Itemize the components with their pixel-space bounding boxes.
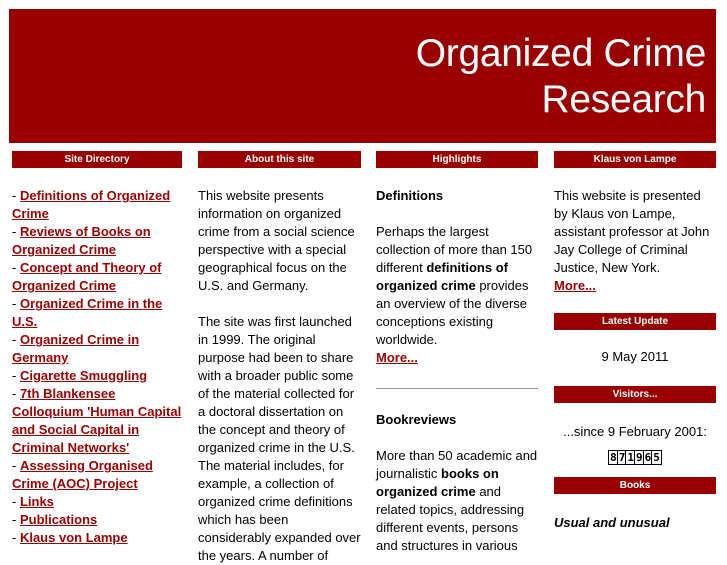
link-cigarette-smuggling[interactable]: Cigarette Smuggling [19, 368, 148, 383]
about-column [198, 151, 361, 565]
counter-digit: 7 [618, 451, 626, 464]
sidebar-column [554, 151, 716, 530]
link-klaus-von-lampe[interactable]: Klaus von Lampe [19, 530, 128, 545]
definitions-text-pre: Perhaps the largest collection of more than 150 different [376, 224, 533, 275]
bookreviews-text-bold: books on organized crime [376, 466, 499, 499]
about-header: About this site [198, 151, 361, 168]
list-dash: - [12, 530, 20, 545]
counter-digit: 1 [627, 451, 634, 464]
visitor-counter [554, 450, 716, 465]
list-item [12, 457, 182, 493]
header-banner [9, 9, 716, 143]
highlights-column [376, 151, 538, 555]
site-title-line1: Organized Crime [415, 32, 706, 75]
list-item [12, 295, 182, 331]
site-directory-header: Site Directory [12, 151, 182, 168]
list-dash: - [12, 512, 20, 527]
list-dash: - [12, 368, 20, 383]
link-publications[interactable]: Publications [19, 512, 98, 527]
list-dash: - [12, 224, 20, 239]
list-item [12, 331, 182, 367]
link-oc-germany[interactable]: Organized Crime in Germany [12, 332, 140, 365]
list-dash: - [12, 494, 20, 509]
list-dash: - [12, 188, 20, 203]
link-aoc-project[interactable]: Assessing Organised Crime (AOC) Project [12, 458, 153, 491]
about-paragraph-1: This website presents information on organized crime from a social science perspective with a special geographical focus on the U.S. and Germany. [198, 188, 355, 293]
link-oc-us[interactable]: Organized Crime in the U.S. [12, 296, 163, 329]
list-item [12, 187, 182, 223]
list-dash: - [12, 386, 20, 401]
list-item [12, 511, 182, 529]
list-item [12, 529, 182, 547]
list-dash: - [12, 332, 20, 347]
visitors-since: ...since 9 February 2001: [563, 424, 707, 439]
site-directory-list [12, 187, 182, 547]
link-book-reviews[interactable]: Reviews of Books on Organized Crime [12, 224, 151, 257]
site-directory-column [12, 151, 182, 547]
counter-digit: 8 [610, 451, 617, 464]
list-item [12, 367, 182, 385]
definitions-text [376, 223, 538, 367]
books-header: Books [554, 477, 716, 494]
site-title-line2: Research [541, 78, 706, 121]
counter-digit: 6 [644, 451, 652, 464]
latest-update-header: Latest Update [554, 313, 716, 330]
author-more-link[interactable]: More... [554, 278, 596, 293]
counter-digit: 5 [653, 451, 660, 464]
link-links[interactable]: Links [19, 494, 54, 509]
definitions-title: Definitions [376, 188, 444, 203]
author-header: Klaus von Lampe [554, 151, 716, 168]
list-item [12, 223, 182, 259]
definitions-text-bold: definitions of organized crime [376, 260, 508, 293]
list-dash: - [12, 260, 20, 275]
about-paragraph-2: The site was first launched in 1999. The original purpose had been to share with a broader public some of the material collected for a doctoral dissertation on the concept and theory of organized crime in the U.S. The material includes, for example, a collection of organized crime definitions which has been considerably expanded over the years. A number of [198, 314, 361, 563]
list-dash: - [12, 296, 20, 311]
bookreviews-text [376, 447, 538, 555]
author-text [554, 187, 716, 295]
list-item [12, 385, 182, 457]
counter-digit: 9 [636, 451, 643, 464]
author-description: This website is presented by Klaus von Lampe, assistant professor at John Jay College of Criminal Justice, New York. [554, 188, 710, 275]
visitors-header: Visitors... [554, 386, 716, 403]
latest-update-date: 9 May 2011 [601, 349, 669, 364]
link-blankensee-colloquium[interactable]: 7th Blankensee Colloquium 'Human Capital and Social Capital in Criminal Networks' [12, 386, 182, 455]
bookreviews-text-pre: More than 50 academic and journalistic [376, 448, 538, 481]
list-item [12, 259, 182, 295]
definitions-more-link[interactable]: More... [376, 350, 418, 365]
books-subtitle: Usual and unusual [554, 515, 670, 530]
link-concept-theory[interactable]: Concept and Theory of Organized Crime [12, 260, 162, 293]
site-title [416, 31, 706, 123]
bookreviews-text-post: and related topics, addressing different events, persons and structures in various [376, 484, 525, 553]
bookreviews-title: Bookreviews [376, 412, 457, 427]
list-dash: - [12, 458, 20, 473]
definitions-text-post: provides an overview of the diverse conceptions existing worldwide. [376, 278, 529, 347]
divider [376, 388, 538, 389]
list-item [12, 493, 182, 511]
highlights-header: Highlights [376, 151, 538, 168]
link-definitions[interactable]: Definitions of Organized Crime [12, 188, 171, 221]
